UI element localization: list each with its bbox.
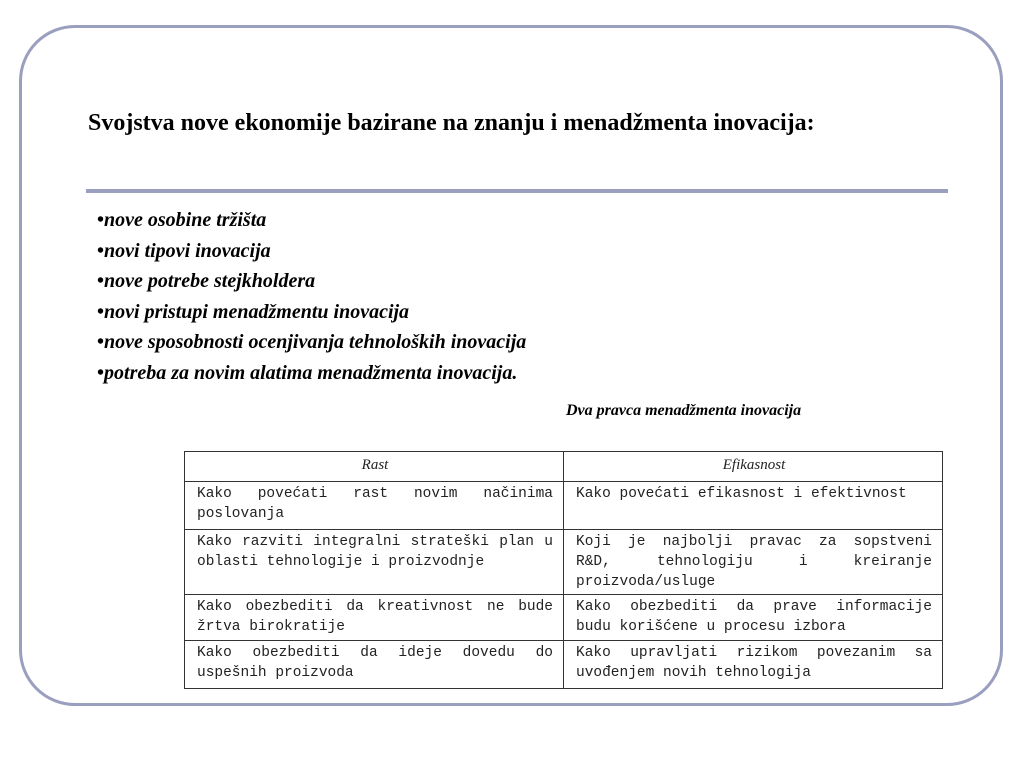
bullet-text: novi pristupi menadžmentu inovacija [104,300,410,323]
bullet-text: nove osobine tržišta [104,209,267,231]
bullet-dot-icon: • [97,239,105,262]
table-cell: Kako obezbediti da kreativnost ne bude žrtva birokratije [185,595,564,641]
column-header-efikasnost: Efikasnost [564,452,943,482]
bullet-dot-icon: • [97,270,105,292]
bullet-item [97,358,526,389]
bullet-text: potreba za novim alatima menadžmenta inovacija. [104,361,518,384]
table-cell: Kako povećati rast novim načinima poslovanja [185,482,564,530]
bullet-dot-icon: • [97,300,105,323]
column-header-rast: Rast [185,452,564,482]
table-cell: Kako razviti integralni strateški plan u oblasti tehnologije i proizvodnje [185,530,564,595]
table-cell: Kako obezbediti da prave informacije budu korišćene u procesu izbora [564,595,943,641]
slide-title: Svojstva nove ekonomije bazirane na znanju i menadžmenta inovacija: [88,110,815,136]
bullet-text: nove sposobnosti ocenjivanja tehnoloških inovacija [104,331,527,353]
table-header-row [185,452,943,482]
bullet-item [97,205,526,236]
bullet-dot-icon: • [97,331,105,353]
bullet-dot-icon: • [97,209,105,231]
comparison-table [184,451,943,689]
bullet-item [97,236,526,267]
bullet-item [97,266,526,297]
table-row [185,595,943,641]
bullet-text: nove potrebe stejkholdera [104,270,316,292]
table-cell: Koji je najbolji pravac za sopstveni R&D, tehnologiju i kreiranje proizvoda/usluge [564,530,943,595]
table-caption: Dva pravca menadžmenta inovacija [566,402,802,419]
table-row [185,641,943,689]
bullet-text: novi tipovi inovacija [104,239,271,262]
bullet-item [97,297,526,328]
table-row [185,530,943,595]
table-cell: Kako obezbediti da ideje dovedu do uspešnih proizvoda [185,641,564,689]
title-divider [86,189,948,193]
bullet-dot-icon: • [97,361,105,384]
bullet-item [97,327,526,358]
table-row [185,482,943,530]
table-cell: Kako povećati efikasnost i efektivnost [564,482,943,530]
table-cell: Kako upravljati rizikom povezanim sa uvođenjem novih tehnologija [564,641,943,689]
bullet-list [97,205,526,388]
